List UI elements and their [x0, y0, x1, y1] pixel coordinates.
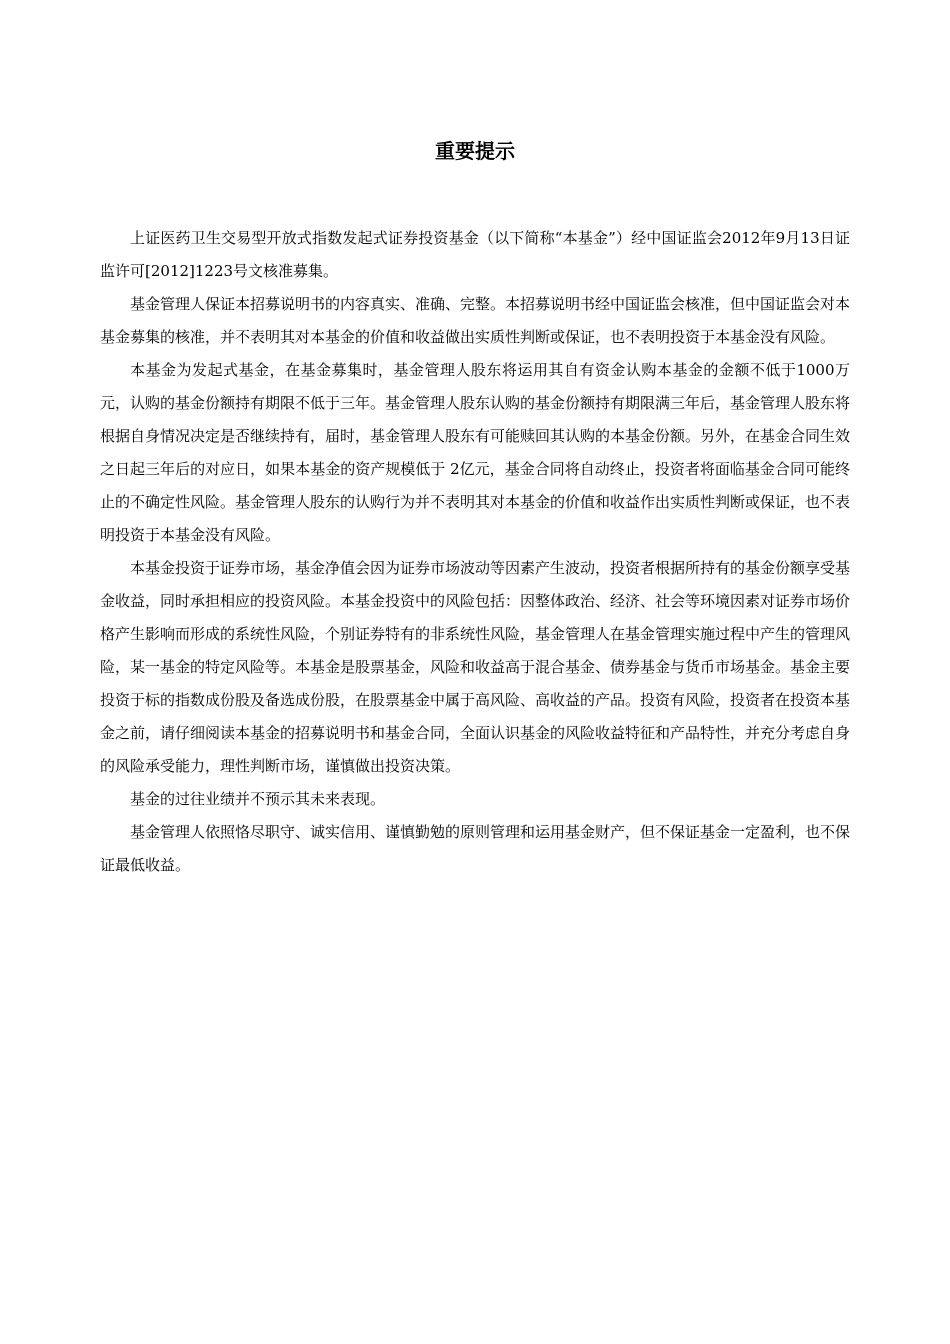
paragraph: 上证医药卫生交易型开放式指数发起式证券投资基金（以下简称“本基金”）经中国证监会2012年9月13日证监许可[2012]1223号文核准募集。 [100, 229, 850, 280]
paragraph: 基金管理人依照恪尽职守、诚实信用、谨慎勤勉的原则管理和运用基金财产，但不保证基金一定盈利，也不保证最低收益。 [100, 823, 851, 874]
document-body [100, 222, 850, 882]
paragraph: 本基金投资于证券市场，基金净值会因为证券市场波动等因素产生波动，投资者根据所持有的基金份额享受基金收益，同时承担相应的投资风险。本基金投资中的风险包括：因整体政治、经济、社会等环境因素对证券市场价格产生影响而形成的系统性风险，个别证券特有的非系统性风险，基金管理人在基金管理实施过程中产生的管理风险，某一基金的特定风险等。本基金是股票基金，风险和收益高于混合基金、债券基金与货币市场基金。基金主要投资于标的指数成份股及备选成份股，在股票基金中属于高风险、高收益的产品。投资有风险，投资者在投资本基金之前，请仔细阅读本基金的招募说明书和基金合同，全面认识基金的风险收益特征和产品特性，并充分考虑自身的风险承受能力，理性判断市场，谨慎做出投资决策。 [100, 559, 851, 775]
document-title: 重要提示 [435, 139, 515, 163]
paragraph: 本基金为发起式基金，在基金募集时，基金管理人股东将运用其自有资金认购本基金的金额不低于1000万元，认购的基金份额持有期限不低于三年。基金管理人股东认购的基金份额持有期限满三年后，基金管理人股东将根据自身情况决定是否继续持有，届时，基金管理人股东有可能赎回其认购的本基金份额。另外，在基金合同生效之日起三年后的对应日，如果本基金的资产规模低于 2亿元，基金合同将自动终止，投资者将面临基金合同可能终止的不确定性风险。基金管理人股东的认购行为并不表明其对本基金的价值和收益作出实质性判断或保证，也不表明投资于本基金没有风险。 [100, 361, 851, 544]
paragraph: 基金管理人保证本招募说明书的内容真实、准确、完整。本招募说明书经中国证监会核准，但中国证监会对本基金募集的核准，并不表明其对本基金的价值和收益做出实质性判断或保证，也不表明投资于本基金没有风险。 [100, 295, 851, 346]
paragraph: 基金的过往业绩并不预示其未来表现。 [130, 790, 386, 808]
